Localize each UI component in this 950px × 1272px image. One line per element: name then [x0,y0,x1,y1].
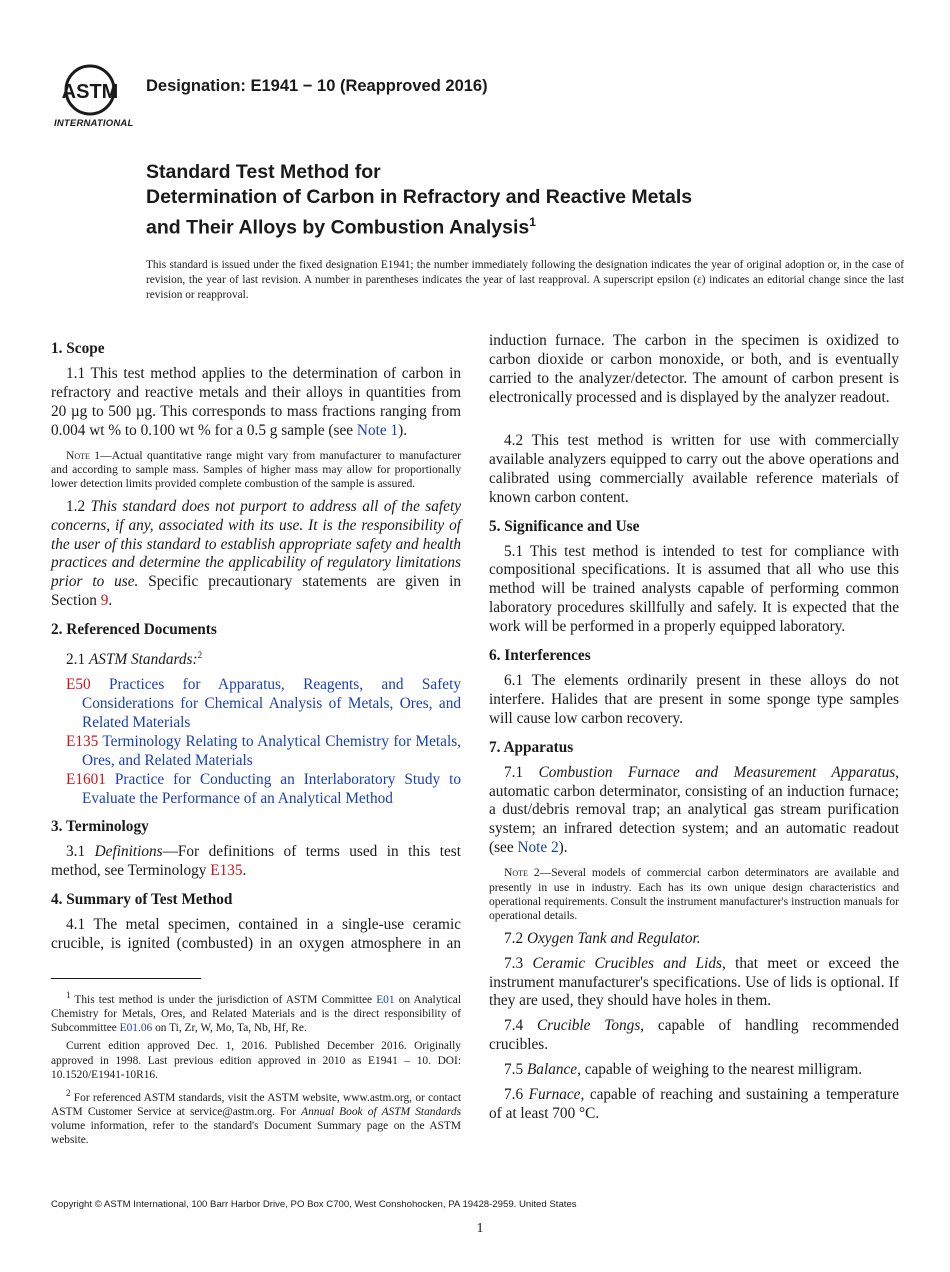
note-2-text: —Several models of commercial carbon determinators are available and presently in use in industry. Each has its own unique design characteristics and operational requirements. Consult the instrument manufacturer's instruction manuals for operational details. [489,866,900,923]
right-column [489,332,899,1130]
terminology-heading: 3. Terminology [51,818,149,836]
ref-e50-title[interactable]: Practices for Apparatus, Reagents, and Safety Considerations for Chemical Analysis of Metals, Ores, and Related Materials [82,676,461,731]
footnote-divider [51,978,201,979]
org-name: INTERNATIONAL [54,118,134,129]
note-1-link[interactable]: Note 1 [356,421,399,439]
summary-heading: 4. Summary of Test Method [51,891,233,909]
referenced-2-1 [51,646,461,670]
apparatus-heading: 7. Apparatus [489,738,574,756]
title-line-3 [146,210,906,241]
apparatus-7-2-italic: Oxygen Tank and Regulator. [526,929,701,947]
interferences-6-1: 6.1 The elements ordinarily present in these alloys do not interfere. Halides that are present in some sponge type samples will cause low carbon recovery. [489,671,899,727]
apparatus-7-2 [489,930,899,949]
footnote-2 [51,1086,461,1148]
astm-logo [50,58,136,132]
preamble: This standard is issued under the fixed designation E1941; the number immediately following the designation indicates the year of original adoption or, in the case of revision, the year of last revision. A number in parentheses indicates the year of last reapproval. A superscript epsilon (ε) indicates an editorial change since the last revision or reapproval. [146,259,904,301]
referenced-2-1-num: 2.1 [66,651,89,669]
scope-heading: 1. Scope [51,340,105,357]
footnote-1-mark: 1 [66,990,71,1000]
designation: Designation: E1941 − 10 (Reapproved 2016) [146,77,488,95]
apparatus-7-3-italic: Ceramic Crucibles and Lids, [532,954,726,972]
scope-1-2-italic: This standard does not purport to address all of the safety concerns, if any, associated with its use. It is the responsibility of the user of this standard to establish appropriate safety and health practices and determine the applicability of regulatory limitations prior to use. [51,497,461,591]
scope-1-2 [51,498,461,611]
scope-1-1-end: ). [398,421,408,439]
scope-1-2-text: Specific precautionary statements are given in Section [51,573,461,610]
ref-e1601[interactable] [66,771,461,809]
apparatus-7-3-num: 7.3 [504,954,533,972]
note-2-link[interactable]: Note 2 [517,839,559,857]
document-title [146,160,906,241]
footnote-1-text-a: This test method is under the jurisdiction of ASTM Committee [70,993,377,1006]
apparatus-7-1-italic: Combustion Furnace and Measurement Apparatus, [538,763,899,781]
apparatus-7-5-italic: Balance, [526,1061,581,1079]
footnote-2-text-a: For referenced ASTM standards, visit the ASTM website, www.astm.org, or contact ASTM Customer Service at service@astm.org. For [51,1091,461,1119]
copyright: Copyright © ASTM International, 100 Barr Harbor Drive, PO Box C700, West Conshohocken, PA 19428-2959. United States [51,1199,577,1210]
apparatus-7-4-italic: Crucible Tongs, [536,1017,645,1035]
footnote-1 [51,988,461,1035]
apparatus-7-1-num: 7.1 [504,763,539,781]
page-number: 1 [476,1221,484,1236]
ref-e135[interactable] [66,733,461,771]
terminology-3-1-num: 3.1 [66,843,95,861]
significance-5-1: 5.1 This test method is intended to test for compliance with compositional specifications. It is assumed that all who use this method will be trained analysts capable of performing common laboratory procedures skillfully and safely. It is expected that the work will be performed in a properly equipped laboratory. [489,542,899,636]
title-line-3-text: and Their Alloys by Combustion Analysis [146,216,530,239]
terminology-3-1 [51,843,461,881]
footnote-2-italic: Annual Book of ASTM Standards [301,1106,462,1119]
summary-4-1-continued [489,332,899,426]
footnote-1-text-b: on Analytical Chemistry for Metals, Ores, and Related Materials and is the direct responsibility of Subcommittee [51,993,462,1035]
apparatus-7-3-text: that meet or exceed the instrument manufacturer's specifications. Use of lids is optional. If they are used, they should have holes in them. [489,954,899,1010]
ref-e1601-code[interactable]: E1601 [66,770,106,788]
e135-link[interactable]: E135 [210,862,243,880]
title-line-1: Standard Test Method for [146,161,381,183]
svg-text:ASTM: ASTM [61,81,119,103]
apparatus-7-6-text: capable of reaching and sustaining a temperature of at least 700 °C. [489,1086,899,1122]
title-line-2: Determination of Carbon in Refractory and Reactive Metals [146,186,693,208]
referenced-2-1-italic: ASTM Standards: [88,651,198,669]
apparatus-7-1-text: automatic carbon determinator, consisting of an induction furnace; a dust/debris removal trap; an analytical gas stream purification system; an infrared detection system; and an automatic readout (see [489,782,899,857]
referenced-heading: 2. Referenced Documents [51,621,217,639]
scope-1-2-end: . [108,592,113,610]
summary-4-1-continued-text: induction furnace. The carbon in the specimen is oxidized to carbon dioxide or carbon monoxide, or both, and is eventually carried to the analyzer/detector. The amount of carbon present is electronically processed and is displayed by the analyzer readout. [489,332,899,406]
note-1 [51,449,461,492]
referenced-footnote-mark: 2 [197,650,203,661]
apparatus-7-4-num: 7.4 [504,1017,537,1035]
ref-e50-code[interactable]: E50 [66,676,91,694]
apparatus-7-1-end: ). [558,839,568,857]
scope-1-1 [51,365,461,441]
interferences-heading: 6. Interferences [489,647,591,665]
terminology-3-1-end: . [242,862,247,880]
apparatus-7-2-num: 7.2 [504,929,527,947]
terminology-3-1-italic: Definitions [94,843,163,861]
scope-1-2-num: 1.2 [66,497,91,515]
footnote-2-mark: 2 [66,1088,71,1099]
committee-e01-link[interactable]: E01 [376,993,395,1006]
footnote-2-text-b: volume information, refer to the standard's Document Summary page on the ASTM website. [51,1120,461,1147]
apparatus-7-5 [489,1061,899,1080]
note-1-text: —Actual quantitative range might vary from manufacturer to manufacturer and according to sample mass. Samples of higher mass may allow for proportionally lower detection limits provided complete combustion of the sample is assured. [51,448,461,491]
ref-e1601-title[interactable]: Practice for Conducting an Interlaboratory Study to Evaluate the Performance of an Analytical Method [82,770,461,807]
title-footnote-mark: 1 [529,215,536,229]
significance-heading: 5. Significance and Use [489,517,640,535]
apparatus-7-3 [489,955,899,1012]
subcommittee-link[interactable]: E01.06 [119,1022,153,1035]
summary-4-2: 4.2 This test method is written for use with commercially available analyzers equipped to carry out the above operations and calibrated using commercially available reference materials of known carbon content. [489,432,899,506]
footnote-1-edition: Current edition approved Dec. 1, 2016. Published December 2016. Originally approved in 1998. Last previous edition approved in 2010 as E1941 – 10. DOI: 10.1520/E1941-10R16. [51,1040,461,1081]
left-column [51,330,461,959]
apparatus-7-4-text: capable of handling recommended crucibles. [489,1017,899,1054]
apparatus-7-6 [489,1086,899,1124]
note-2 [489,866,899,924]
apparatus-7-5-text: capable of weighing to the nearest milligram. [580,1061,863,1079]
ref-e50[interactable] [66,676,461,733]
ref-e135-code[interactable]: E135 [66,732,99,750]
apparatus-7-4 [489,1017,899,1055]
footnote-1-text-c: on Ti, Zr, W, Mo, Ta, Nb, Hf, Re. [152,1022,307,1035]
note-1-label: Note 1 [66,448,101,462]
ref-e135-title[interactable]: Terminology Relating to Analytical Chemistry for Metals, Ores, and Related Materials [82,732,461,769]
apparatus-7-6-italic: Furnace, [528,1086,585,1104]
note-2-label: Note 2 [504,866,540,880]
scope-1-1-text: 1.1 This test method applies to the determination of carbon in refractory and reactive metals and their alloys in quantities from 20 µg to 500 µg. This corresponds to mass fractions ranging from 0.004 wt % to 0.100 wt % for a 0.5 g sample (see [51,364,461,439]
terminology-3-1-text: —For definitions of terms used in this test method, see Terminology [51,843,461,880]
apparatus-7-5-num: 7.5 [504,1061,527,1079]
apparatus-7-1 [489,764,899,859]
apparatus-7-6-num: 7.6 [504,1086,529,1104]
footnotes [51,988,461,1152]
section-9-link[interactable]: 9 [100,592,109,610]
summary-4-1: 4.1 The metal specimen, contained in a single-use ceramic crucible, is ignited (combusted) in an oxygen atmosphere in an [51,916,461,952]
